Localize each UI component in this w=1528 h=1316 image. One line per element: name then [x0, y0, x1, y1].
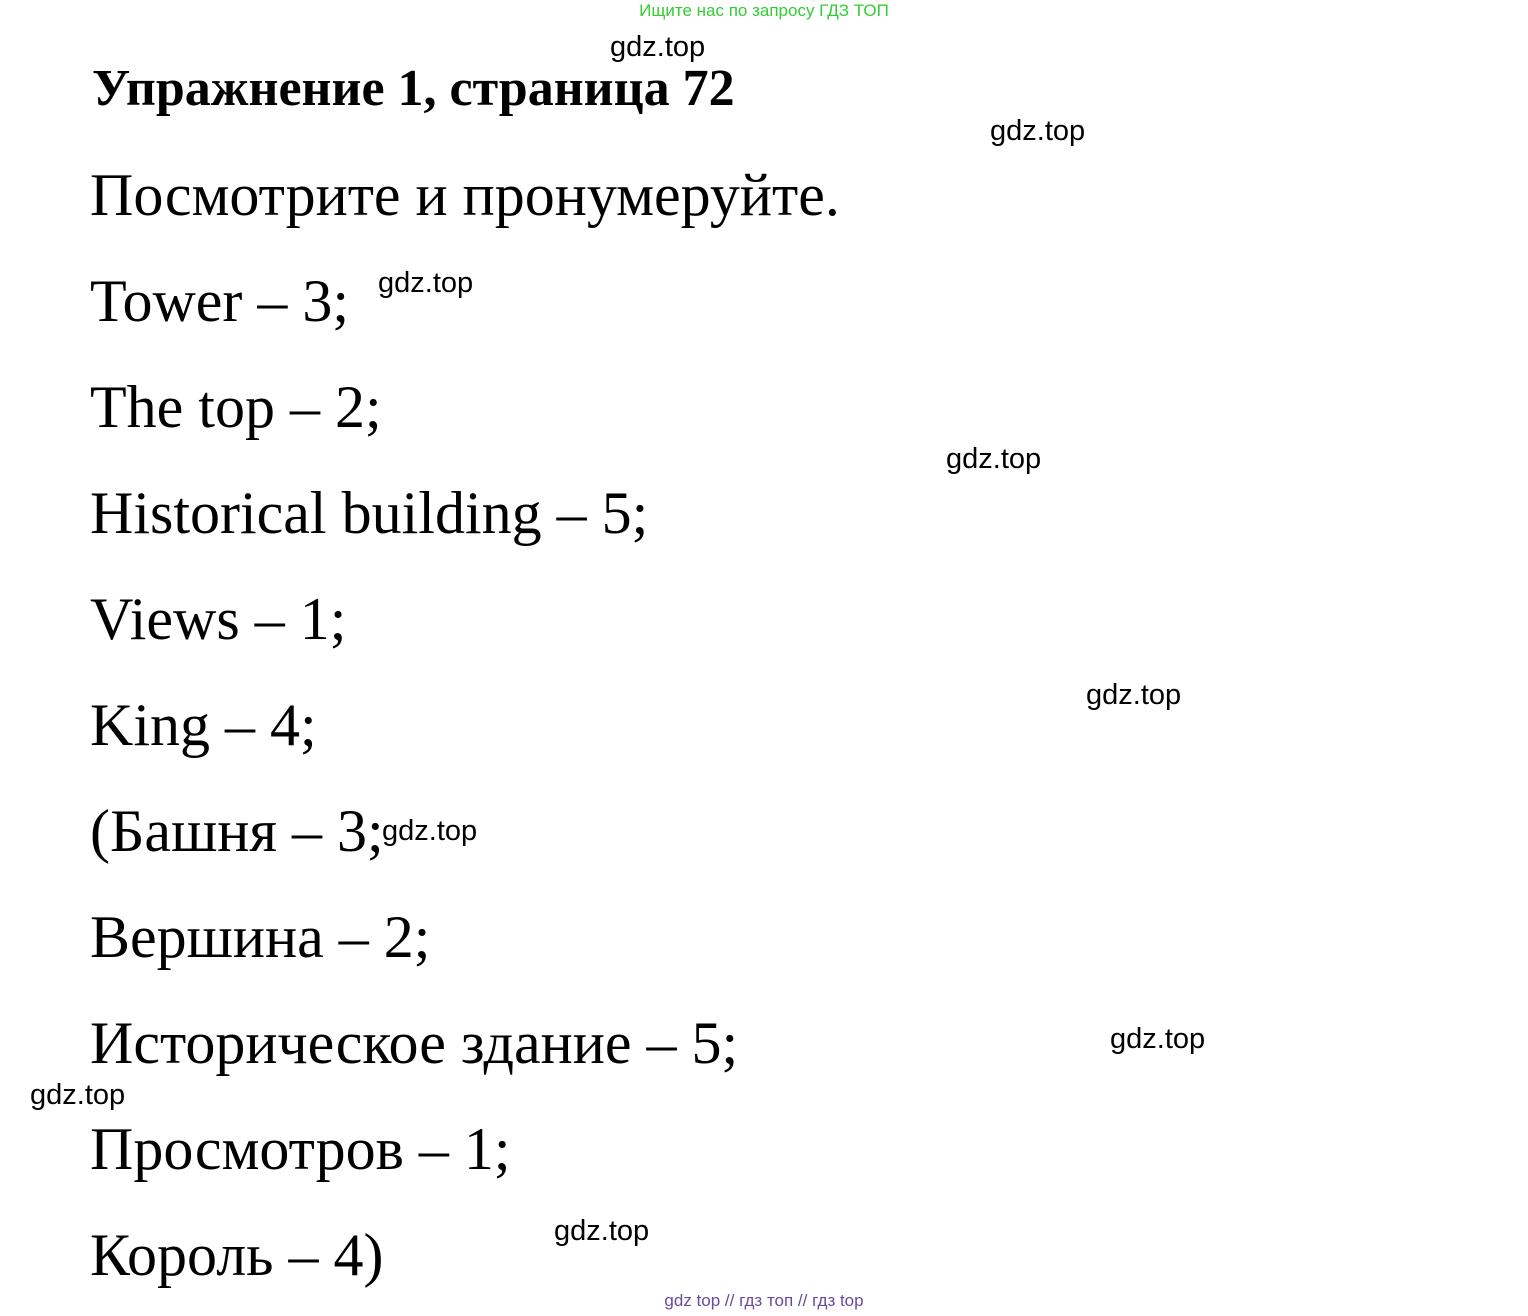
answer-line: Views – 1; [90, 586, 347, 652]
watermark: gdz.top [30, 1079, 126, 1111]
exercise-title: Упражнение 1, страница 72 [92, 60, 735, 117]
watermark: gdz.top [554, 1215, 650, 1247]
watermark: gdz.top [378, 267, 474, 299]
instruction-text: Посмотрите и пронумеруйте. [90, 162, 840, 228]
watermark: gdz.top [990, 115, 1086, 147]
watermark: gdz.top [1086, 679, 1182, 711]
footer-watermark: gdz top // гдз топ // гдз top [664, 1291, 864, 1310]
search-hint-banner: Ищите нас по запросу ГДЗ ТОП [639, 1, 889, 20]
translation-line: Вершина – 2; [90, 904, 431, 970]
watermark: gdz.top [1110, 1023, 1206, 1055]
answer-line: The top – 2; [90, 374, 382, 440]
answer-line: Tower – 3; [90, 268, 350, 334]
translation-line: (Башня – 3; [90, 798, 384, 864]
translation-line: Король – 4) [90, 1222, 384, 1288]
answer-line: King – 4; [90, 692, 317, 758]
watermark: gdz.top [382, 815, 478, 847]
translation-line: Просмотров – 1; [90, 1116, 511, 1182]
translation-line: Историческое здание – 5; [90, 1010, 739, 1076]
answer-line: Historical building – 5; [90, 480, 649, 546]
watermark: gdz.top [610, 31, 706, 63]
watermark: gdz.top [946, 443, 1042, 475]
